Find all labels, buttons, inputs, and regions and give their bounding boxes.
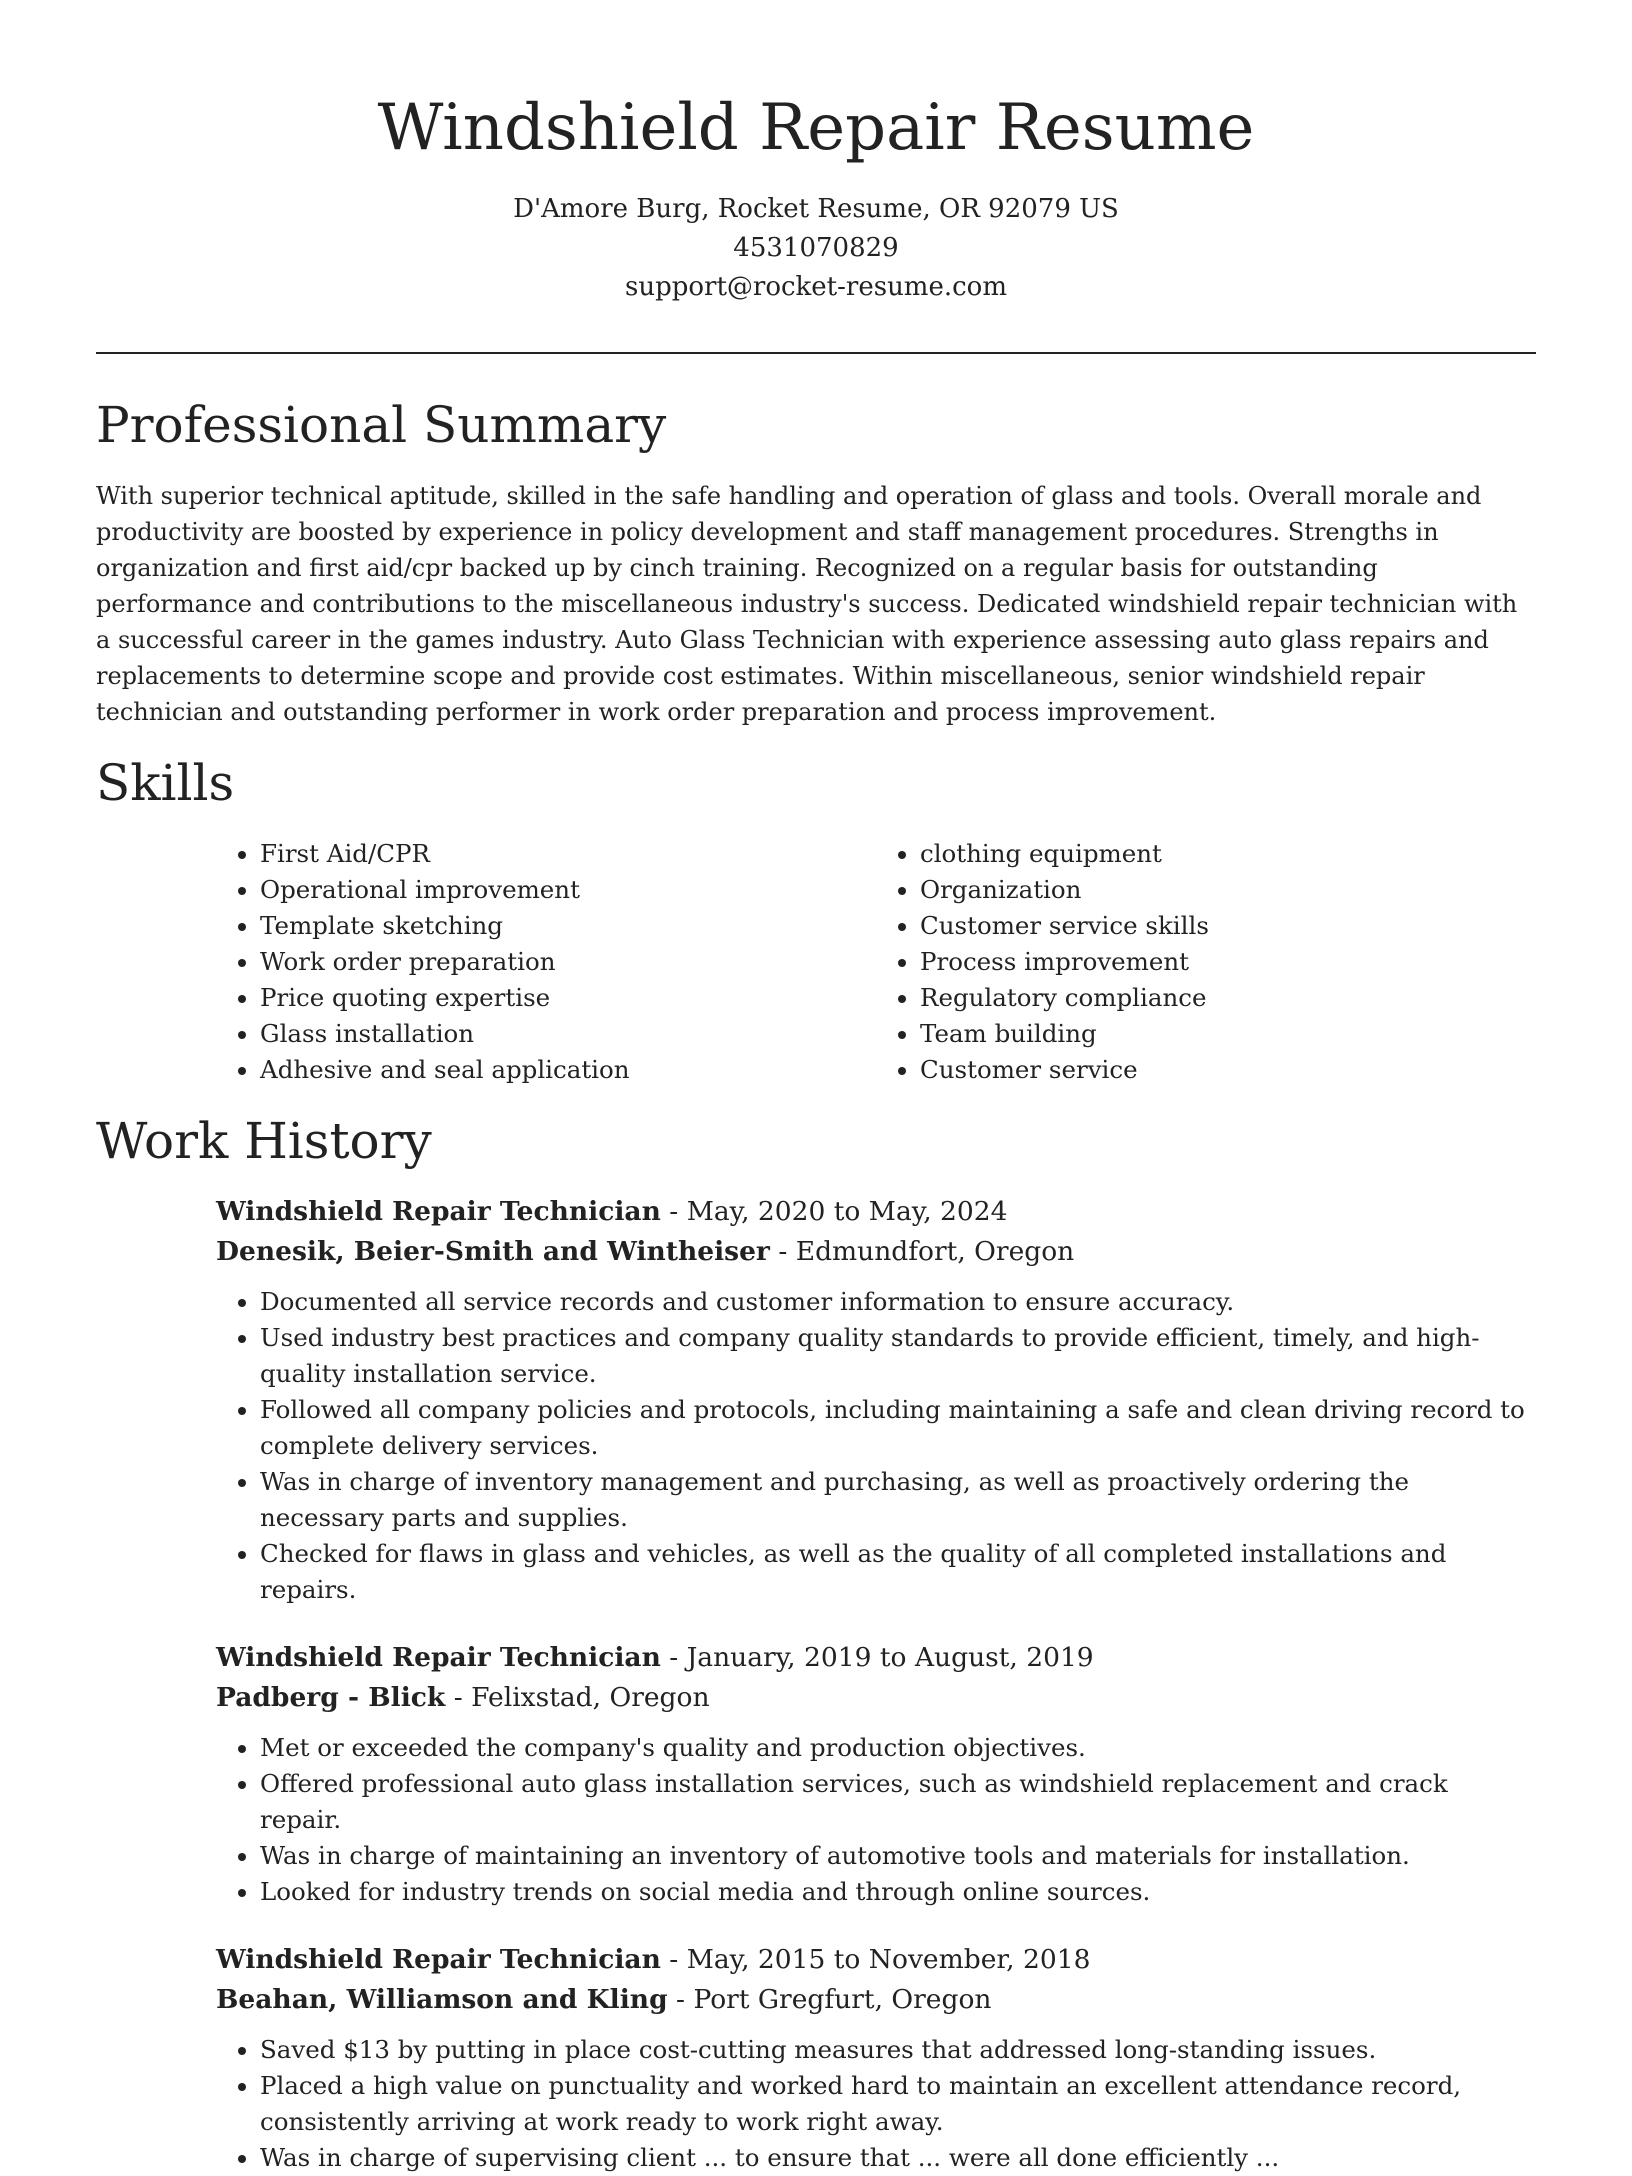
job-bullet: • Was in charge of inventory management and purchasing, as well as proactively ordering the necessary parts and supplies.: [260, 1464, 1536, 1536]
contact-phone: 4531070829: [733, 233, 899, 263]
job-dates: May, 2020 to May, 2024: [686, 1196, 1008, 1227]
job-company: Padberg - Blick: [216, 1682, 446, 1713]
job-title-line: [216, 1940, 1536, 1980]
professional-summary-section: [96, 394, 1536, 730]
job-separator: -: [676, 1984, 694, 2015]
skill-item: • Customer service skills: [920, 908, 1536, 944]
job-location: Felixstad, Oregon: [471, 1682, 710, 1713]
contact-email: support@rocket-resume.com: [624, 272, 1007, 302]
job-title: Windshield Repair Technician: [216, 1642, 661, 1673]
job-bullet: • Checked for flaws in glass and vehicles, as well as the quality of all completed installations and repairs.: [260, 1536, 1536, 1608]
skill-item: • Organization: [920, 872, 1536, 908]
job-title: Windshield Repair Technician: [216, 1944, 661, 1975]
job-location: Edmundfort, Oregon: [795, 1236, 1075, 1267]
job-bullets: [216, 2032, 1536, 2176]
skill-item: • clothing equipment: [920, 836, 1536, 872]
skill-item: • Adhesive and seal application: [260, 1052, 876, 1088]
resume-page: [96, 0, 1536, 2176]
job-bullet: • Placed a high value on punctuality and worked hard to maintain an excellent attendance record, consistently arriving at work ready to work right away.: [260, 2068, 1536, 2140]
job-title-line: [216, 1192, 1536, 1232]
contact-info: [96, 190, 1536, 307]
job-entry: [216, 1192, 1536, 1608]
job-company-line: [216, 1232, 1536, 1272]
section-heading-summary: Professional Summary: [96, 396, 667, 454]
skill-item: • Team building: [920, 1016, 1536, 1052]
job-bullet: • Looked for industry trends on social media and through online sources.: [260, 1874, 1536, 1910]
skill-item: • Regulatory compliance: [920, 980, 1536, 1016]
skills-list-right: [876, 836, 1536, 1088]
job-company: Denesik, Beier-Smith and Wintheiser: [216, 1236, 770, 1267]
job-bullet: • Documented all service records and customer information to ensure accuracy.: [260, 1284, 1536, 1320]
job-separator: -: [669, 1944, 687, 1975]
skill-item: • First Aid/CPR: [260, 836, 876, 872]
contact-address: D'Amore Burg, Rocket Resume, OR 92079 US: [513, 194, 1119, 224]
job-bullet: • Used industry best practices and company quality standards to provide efficient, timely, and high-quality installation service.: [260, 1320, 1536, 1392]
skill-item: • Process improvement: [920, 944, 1536, 980]
job-bullet: • Met or exceeded the company's quality and production objectives.: [260, 1730, 1536, 1766]
skill-item: • Customer service: [920, 1052, 1536, 1088]
job-bullets: [216, 1284, 1536, 1608]
skill-item: • Price quoting expertise: [260, 980, 876, 1016]
job-bullet: • Was in charge of maintaining an inventory of automotive tools and materials for installation.: [260, 1838, 1536, 1874]
job-bullet: • Saved $13 by putting in place cost-cutting measures that addressed long-standing issues.: [260, 2032, 1536, 2068]
resume-header: [96, 0, 1536, 307]
job-location: Port Gregfurt, Oregon: [693, 1984, 992, 2015]
job-entry: [216, 1638, 1536, 1910]
summary-text: With superior technical aptitude, skilled in the safe handling and operation of glass and tools. Overall morale and productivity are boosted by experience in policy development and staff management procedures. Strengths in organization and first aid/cpr backed up by cinch training. Recognized on a regular basis for outstanding performance and contributions to the miscellaneous industry's success. Dedicated windshield repair technician with a successful career in the games industry. Auto Glass Technician with experience assessing auto glass repairs and replacements to determine scope and provide cost estimates. Within miscellaneous, senior windshield repair technician and outstanding performer in work order preparation and process improvement.: [96, 482, 1518, 726]
skill-item: • Template sketching: [260, 908, 876, 944]
job-entry: [216, 1940, 1536, 2176]
section-heading-work: Work History: [96, 1112, 432, 1170]
header-divider: [96, 352, 1536, 354]
job-company: Beahan, Williamson and Kling: [216, 1984, 668, 2015]
job-separator: -: [669, 1196, 687, 1227]
skill-item: • Glass installation: [260, 1016, 876, 1052]
skill-item: • Work order preparation: [260, 944, 876, 980]
job-bullet: • Was in charge of supervising client ... to ensure that ... were all done efficiently ...: [260, 2140, 1536, 2176]
job-bullets: [216, 1730, 1536, 1910]
job-bullet: • Offered professional auto glass installation services, such as windshield replacement and crack repair.: [260, 1766, 1536, 1838]
job-title: Windshield Repair Technician: [216, 1196, 661, 1227]
job-dates: May, 2015 to November, 2018: [686, 1944, 1091, 1975]
job-company-line: [216, 1980, 1536, 2020]
job-title-line: [216, 1638, 1536, 1678]
skills-list-left: [216, 836, 876, 1088]
skill-item: • Operational improvement: [260, 872, 876, 908]
job-separator: -: [669, 1642, 687, 1673]
work-history-section: [96, 1110, 1536, 2176]
job-separator: -: [778, 1236, 796, 1267]
job-separator: -: [453, 1682, 472, 1713]
skills-section: [96, 752, 1536, 1088]
job-company-line: [216, 1678, 1536, 1718]
section-heading-skills: Skills: [96, 754, 235, 812]
skills-columns: [216, 836, 1536, 1088]
job-dates: January, 2019 to August, 2019: [686, 1642, 1094, 1673]
job-bullet: • Followed all company policies and protocols, including maintaining a safe and clean driving record to complete delivery services.: [260, 1392, 1536, 1464]
resume-title: Windshield Repair Resume: [377, 91, 1255, 165]
